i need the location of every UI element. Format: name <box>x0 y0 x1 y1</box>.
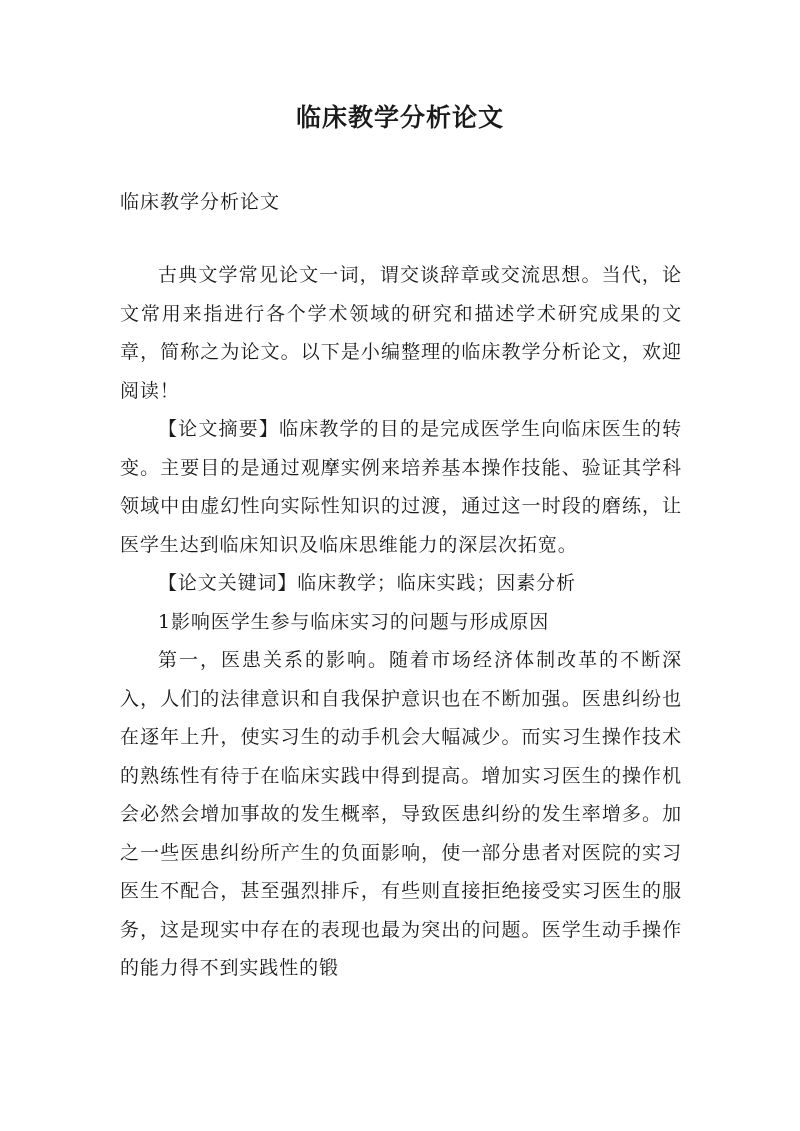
paragraph-keywords: 【论文关键词】临床教学；临床实践；因素分析 <box>158 572 576 594</box>
document-subtitle: 临床教学分析论文 <box>120 191 281 213</box>
paragraph-intro: 古典文学常见论文一词，谓交谈辞章或交流思想。当代，论文常用来指进行各个学术领域的研究和描述学术研究成果的文章，简称之为论文。以下是小编整理的临床教学分析论文，欢迎阅读！ <box>120 264 682 402</box>
paragraph-first-factor: 第一，医患关系的影响。随着市场经济体制改革的不断深入，人们的法律意识和自我保护意识也在不断加强。医患纠纷也在逐年上升，使实习生的动手机会大幅减少。而实习生操作技术的熟练性有待于在临床实践中得到提高。增加实习医生的操作机会必然会增加事故的发生概率，导致医患纠纷的发生率增多。加之一些医患纠纷所产生的负面影响，使一部分患者对医院的实习医生不配合，甚至强烈排斥，有些则直接拒绝接受实习医生的服务，这是现实中存在的表现也最为突出的问题。医学生动手操作的能力得不到实践性的锻 <box>120 649 682 979</box>
document-body <box>120 256 682 988</box>
paragraph-abstract: 【论文摘要】临床教学的目的是完成医学生向临床医生的转变。主要目的是通过观摩实例来培养基本操作技能、验证其学科领域中由虚幻性向实际性知识的过渡，通过这一时段的磨练，让医学生达到临床知识及临床思维能力的深层次拓宽。 <box>120 418 682 556</box>
document-title: 临床教学分析论文 <box>295 103 504 132</box>
section-heading-1: 1影响医学生参与临床实习的问题与形成原因 <box>158 610 550 633</box>
